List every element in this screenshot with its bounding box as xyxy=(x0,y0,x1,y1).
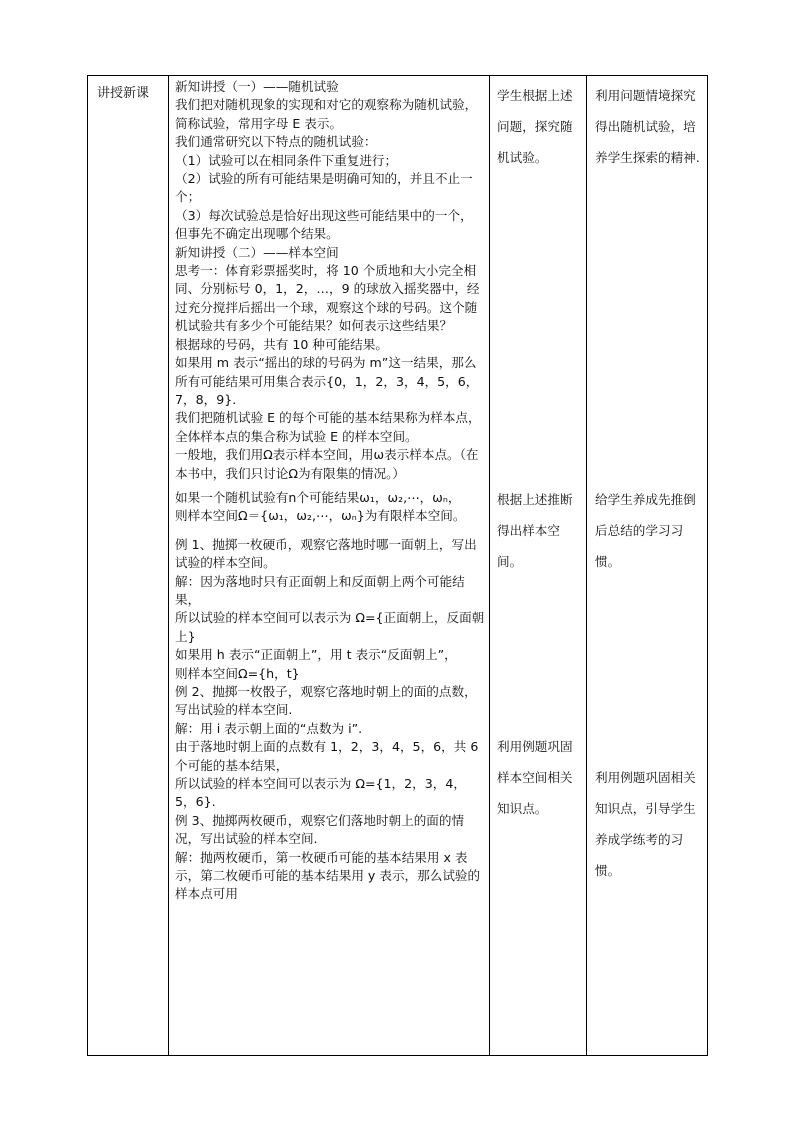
content-line: 例 3、抛掷两枚硬币，观察它们落地时朝上的面的情况，写出试验的样本空间. xyxy=(175,812,465,847)
content-line: （2）试验的所有可能结果是明确可知的，并且不止一个； xyxy=(175,171,473,205)
content-line: 则样本空间Ω＝{ω₁，ω₂,⋯，ωₙ}为有限样本空间。 xyxy=(175,508,466,524)
design-intent-cell xyxy=(587,76,708,1056)
content-line: 如果用 h 表示“正面朝上”，用 t 表示“反面朝上”， xyxy=(175,647,457,663)
content-line: 我们通常研究以下特点的随机试验： xyxy=(175,134,377,150)
content-line: 根据球的号码，共有 10 种可能结果。 xyxy=(175,336,388,352)
content-line: 新知讲授（一）——随机试验 xyxy=(175,79,339,94)
table-row xyxy=(88,76,708,1056)
content-line: 新知讲授（二）——样本空间 xyxy=(175,244,339,260)
design-intent-text: 给学生养成先推倒后总结的学习习惯。 xyxy=(595,492,696,569)
lesson-plan-table xyxy=(87,75,708,1056)
teaching-content xyxy=(169,76,490,1056)
design-intent-text: 利用问题情境探究得出随机试验，培养学生探索的精神. xyxy=(595,88,700,165)
content-line: 解：因为落地时只有正面朝上和反面朝上两个可能结果， xyxy=(175,573,465,607)
content-line: 所以试验的样本空间可以表示为 Ω={1，2，3，4，5，6}. xyxy=(175,776,466,810)
student-activity-text: 利用例题巩固样本空间相关知识点。 xyxy=(497,739,573,816)
content-line: 我们把对随机现象的实现和对它的观察称为随机试验，简称试验，常用字母 E 表示。 xyxy=(175,97,478,131)
student-activity-text: 学生根据上述问题，探究随机试验。 xyxy=(497,88,573,165)
content-line: 我们把随机试验 E 的每个可能的基本结果称为样本点，全体样本点的集合称为试验 E 的样本空间。 xyxy=(175,410,481,444)
content-line: 思考一：体育彩票摇奖时，将 10 个质地和大小完全相同、分别标号 0，1，2，…，9 的球放入摇奖器中，经过充分搅拌后摇出一个球，观察这个球的号码。这个随机试验共有多少个可能结果？如何表示这些结果？ xyxy=(175,263,480,334)
content-line: 解：抛两枚硬币，第一枚硬币可能的基本结果用 x 表示，第二枚硬币可能的基本结果用 y 表示，那么试验的样本点可用 xyxy=(175,849,481,902)
content-line: 一般地，我们用Ω表示样本空间，用ω表示样本点。（在本书中，我们只讨论Ω为有限集的情况。） xyxy=(175,447,479,481)
content-line: 则样本空间Ω={h，t} xyxy=(175,665,300,681)
content-line: （3）每次试验总是恰好出现这些可能结果中的一个，但事先不确定出现哪个结果。 xyxy=(175,207,473,242)
content-line: 解：用 i 表示朝上面的“点数为 i”. xyxy=(175,720,363,736)
content-line: 如果一个随机试验有n个可能结果ω₁，ω₂,⋯，ωₙ， xyxy=(175,489,461,505)
student-activity-cell xyxy=(490,76,587,1056)
content-line: 由于落地时朝上面的点数有 1，2，3，4，5，6，共 6 个可能的基本结果， xyxy=(175,739,479,773)
stage-label: 讲授新课 xyxy=(88,76,169,1056)
student-activity-text: 根据上述推断得出样本空间。 xyxy=(497,492,573,569)
content-line: 所以试验的样本空间可以表示为 Ω={正面朝上，反面朝上} xyxy=(175,610,485,644)
content-line: （1）试验可以在相同条件下重复进行； xyxy=(175,152,398,168)
design-intent-text: 利用例题巩固相关知识点，引导学生养成学练考的习惯。 xyxy=(595,770,696,878)
content-line: 如果用 m 表示“摇出的球的号码为 m”这一结果，那么所有可能结果可用集合表示{0，1，2，3，4，5，6，7，8，9}. xyxy=(175,355,479,407)
content-line: 例 2、抛掷一枚骰子，观察它落地时朝上的面的点数，写出试验的样本空间. xyxy=(175,684,477,718)
content-line: 例 1、抛掷一枚硬币，观察它落地时哪一面朝上，写出试验的样本空间。 xyxy=(175,536,477,571)
